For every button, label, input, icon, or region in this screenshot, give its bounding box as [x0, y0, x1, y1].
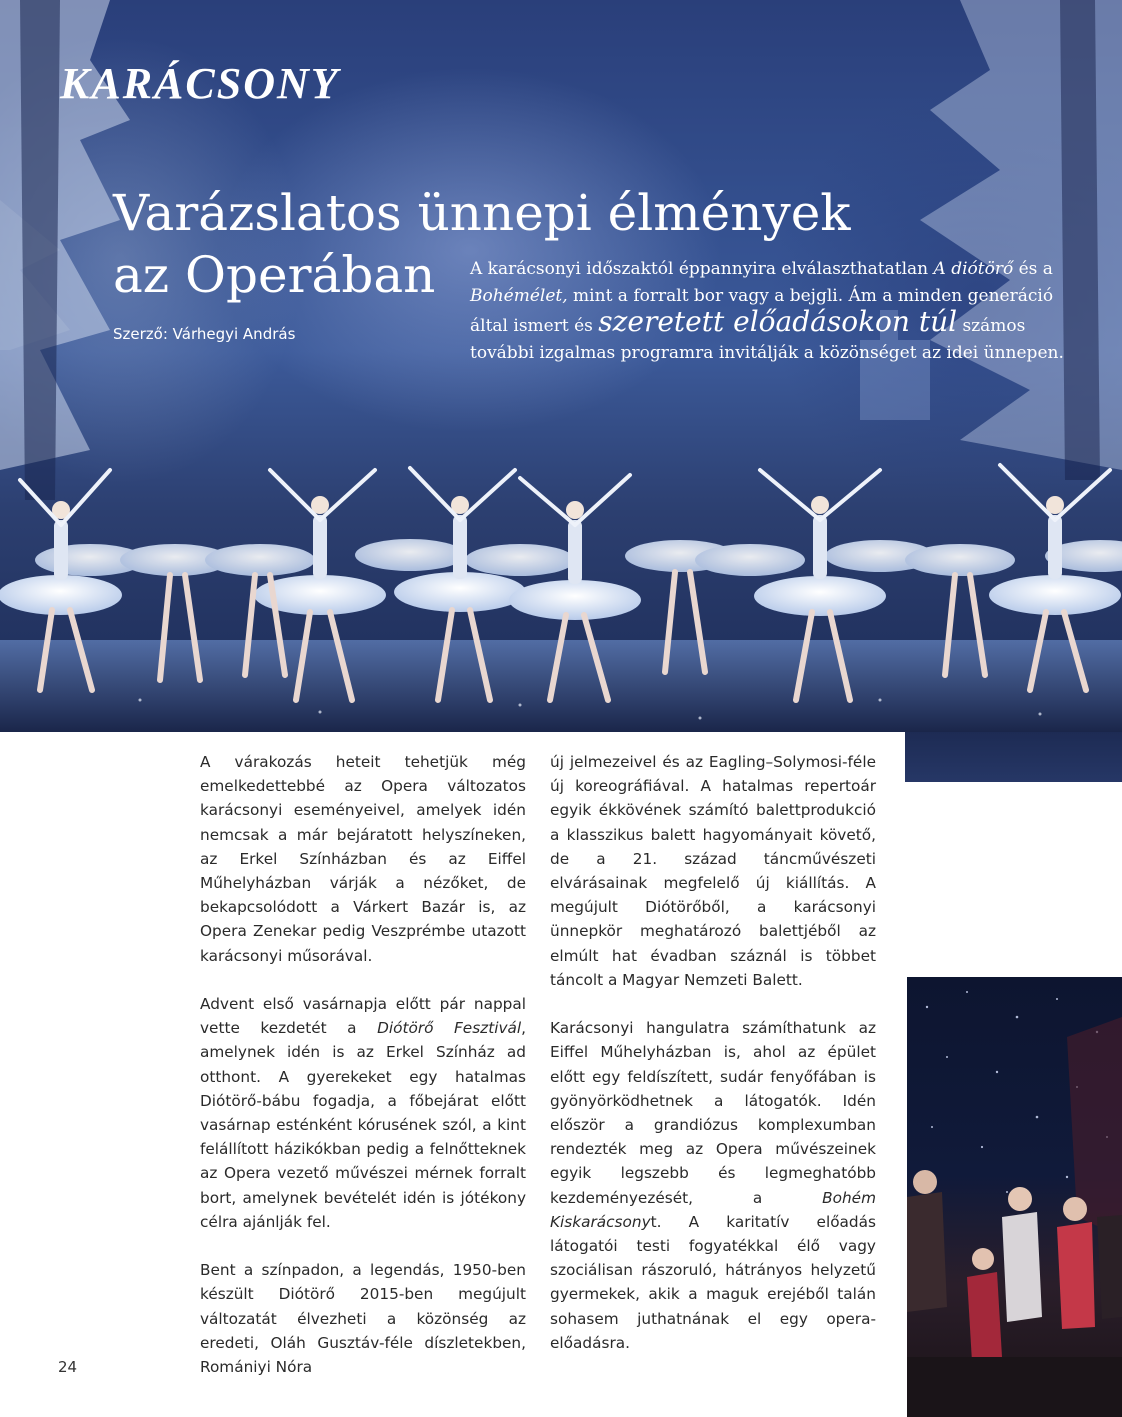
- lead-title-nutcracker: A diótörő: [933, 259, 1014, 279]
- paragraph: [550, 1016, 876, 1355]
- event-title: Bohém Kiskarácsony: [550, 1188, 876, 1231]
- festival-title: Diótörő Fesztivál: [377, 1019, 522, 1038]
- lead-text: mint a forralt bor vagy a bejgli. Ám a minden generáció által ismert és: [470, 285, 1054, 336]
- headline-line-1: Varázslatos ünnepi élmények: [113, 184, 851, 242]
- paragraph: Bent a színpadon, a legendás, 1950-ben készült Diótörő 2015-ben megújult változatát élvezheti a közönség az eredeti, Oláh Gusztáv-féle díszletekben, Romániyi Nóra: [200, 1261, 526, 1377]
- lead-text: és a: [1013, 259, 1053, 279]
- headline-line-2: az Operában: [113, 246, 436, 304]
- paragraph-text: Advent első vasárnapja előtt pár nappal vette kezdetét a: [200, 995, 526, 1038]
- paragraph: [200, 992, 526, 1234]
- hero-photo-edge: [905, 732, 1122, 782]
- page-number: 24: [58, 1358, 78, 1376]
- paragraph-text: , amelynek idén is az Erkel Színház ad otthont. A gyerekeket egy hatalmas Diótörő-bábu fogadja, a főbejárat előtt vasárnap esténként kórusének szól, a kint felállított házikókban pedig a felnőtteknek az Opera vezető művészei mérnek forralt bort, amelynek bevételét idén is jótékony célra ajánlják fel.: [200, 1019, 526, 1231]
- lead-text: A karácsonyi időszaktól éppannyira elválaszthatatlan: [470, 259, 934, 279]
- paragraph: A várakozás heteit tehetjük még emelkedettebbé az Opera változatos karácsonyi eseményeivel, amelyek idén nemcsak a már bejáratott helyszíneken, az Erkel Színházban és az Eiffel Műhelyházban várják a nézőket, de bekapcsolódott a Várkert Bazár is, az Opera Zenekar pedig Veszprémbe utazott karácsonyi műsorával.: [200, 753, 526, 965]
- article-column-left: [200, 750, 526, 1403]
- lead-text: számos további izgalmas programra invitálják a közönséget az idei ünnepen.: [470, 316, 1064, 363]
- paragraph-text: t. A karitatív előadás látogatói testi fogyatékkal élő vagy szociálisan rászoruló, hátrányos helyzetű gyermekek, akik a maguk erejéből talán sohasem juthatnának el egy opera-előadásra.: [550, 1212, 876, 1352]
- lead-paragraph: [470, 256, 1090, 366]
- paragraph: új jelmezeivel és az Eagling–Solymosi-féle új koreográfiával. A hatalmas repertoár egyik ékkövének számító balettprodukció a klasszikus balett hagyományait követő, de a 21. század táncművészeti elvárásainak megfelelő új kiállítás. A megújult Diótörőből, a karácsonyi ünnepkör meghatározó balettjéből az elmúlt hat évadban száznál is többet táncolt a Magyar Nemzeti Balett.: [550, 753, 876, 989]
- side-photo: [907, 977, 1122, 1417]
- children-on-stage-illustration: [907, 977, 1122, 1417]
- lead-emphasis: szeretett előadásokon túl: [598, 305, 958, 338]
- paragraph-text: Karácsonyi hangulatra számíthatunk az Eiffel Műhelyházban is, ahol az épület előtt egy feldíszített, sudár fenyőfában is gyönyörködhetnek a látogatók. Idén először a grandiózus komplexumban rendezték meg az Opera művészeinek egyik legszebb és legmeghatóbb kezdeményezését, a: [550, 1019, 876, 1207]
- article-column-middle: [550, 750, 876, 1379]
- byline: Szerző: Várhegyi András: [113, 325, 296, 343]
- section-label: KARÁCSONY: [60, 59, 340, 108]
- lead-title-boheme: Bohémélet,: [470, 285, 568, 306]
